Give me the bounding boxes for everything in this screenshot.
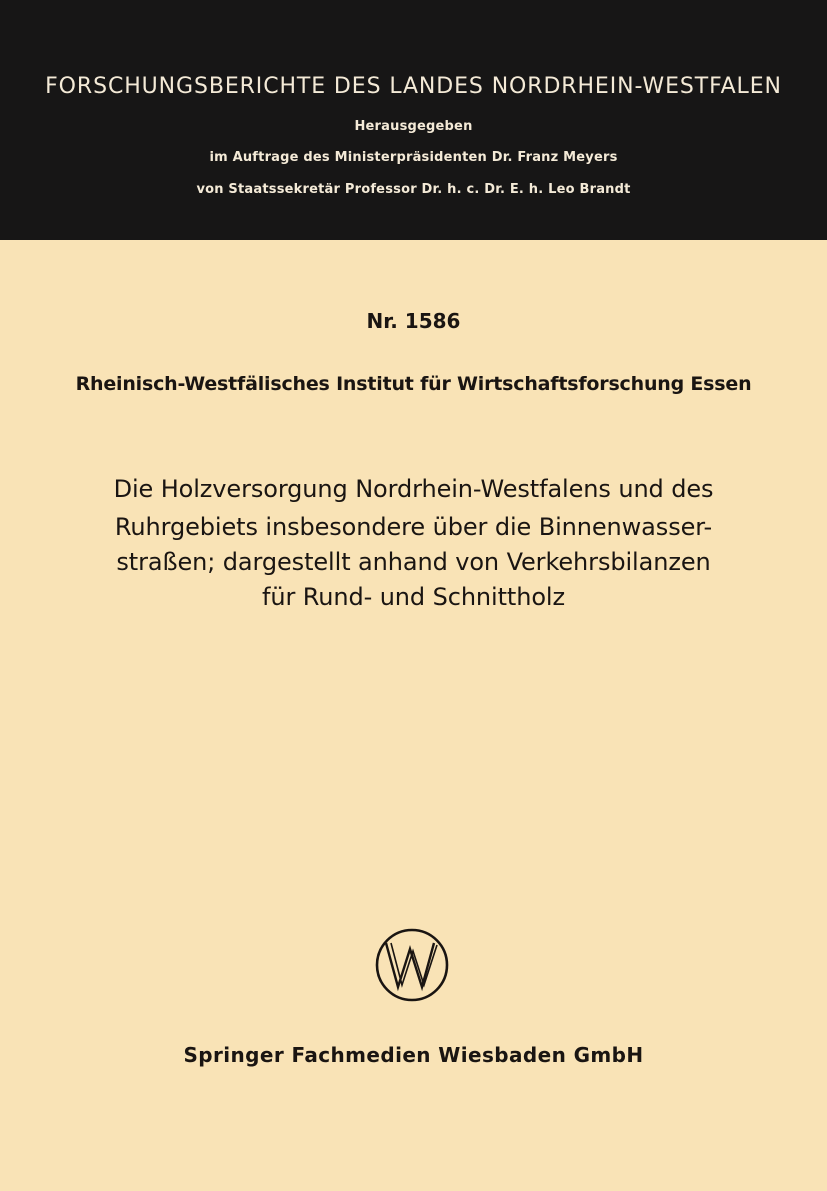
book-title-line-3: straßen; dargestellt anhand von Verkehrsbilanzen xyxy=(116,548,711,576)
book-title-line-2: Ruhrgebiets insbesondere über die Binnenwasser- xyxy=(114,513,713,541)
editor-line-editor: von Staatssekretär Professor Dr. h. c. Dr. E. h. Leo Brandt xyxy=(196,182,631,197)
report-number: Nr. 1586 xyxy=(366,309,461,333)
publisher-imprint: Springer Fachmedien Wiesbaden GmbH xyxy=(183,1043,644,1067)
series-title: FORSCHUNGSBERICHTE DES LANDES NORDRHEIN-WESTFALEN xyxy=(45,74,782,99)
book-title-line-4: für Rund- und Schnittholz xyxy=(262,583,565,611)
editor-line-commission: im Auftrage des Ministerpräsidenten Dr. Franz Meyers xyxy=(209,150,618,165)
editor-line-herausgegeben: Herausgegeben xyxy=(354,119,473,134)
institute-name: Rheinisch-Westfälisches Institut für Wirtschaftsforschung Essen xyxy=(75,373,752,395)
publisher-w-logo-icon xyxy=(374,927,450,1003)
book-title-line-1: Die Holzversorgung Nordrhein-Westfalens und des xyxy=(113,475,714,503)
series-header-band xyxy=(0,0,827,240)
